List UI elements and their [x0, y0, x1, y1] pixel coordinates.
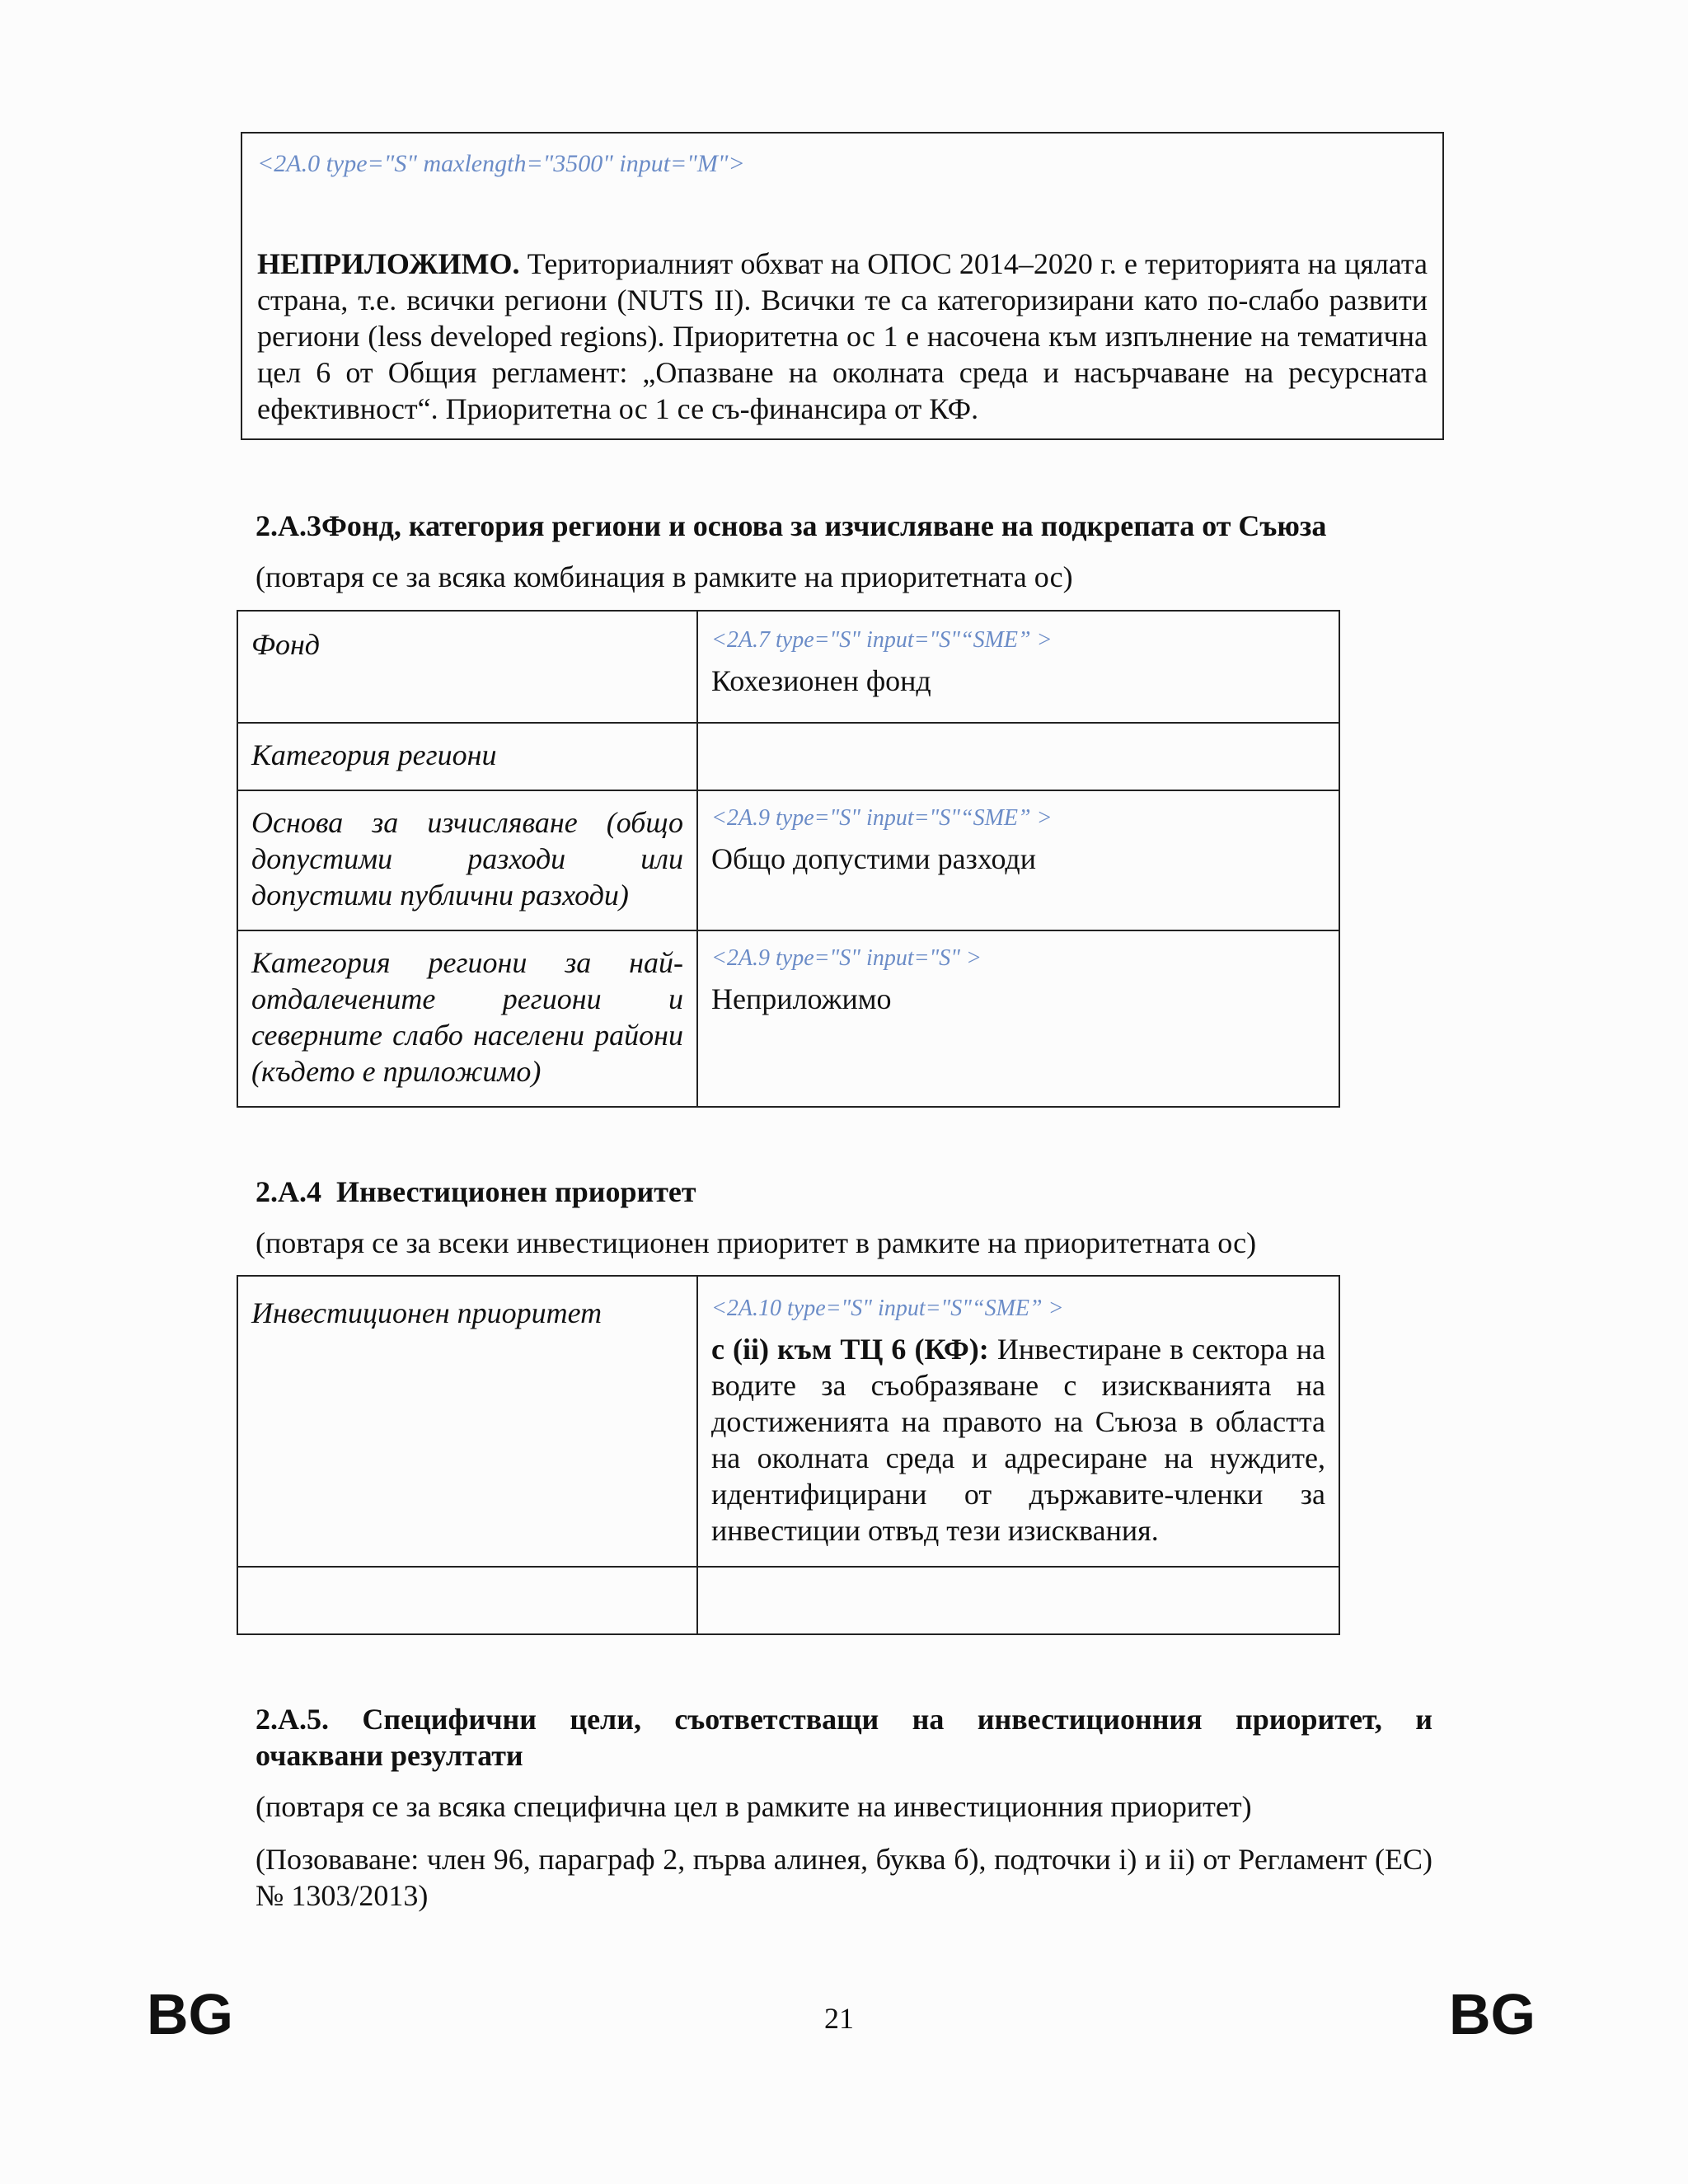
section-title-line1: Специфични цели, съответстващи на инвестиционния приоритет, и [362, 1703, 1432, 1736]
section-heading-2a3 [256, 508, 1326, 544]
language-mark-right: BG [1449, 1982, 1536, 2046]
row-label: Основа за изчисляване (общо допустими разходи или допустими публични разходи) [237, 790, 697, 930]
page-number: 21 [824, 2002, 854, 2035]
row-value: Общо допустими разходи [711, 842, 1037, 875]
section-note: (повтаря се за всяка специфична цел в рамките на инвестиционния приоритет) [256, 1790, 1252, 1823]
regulation-reference: (Позоваване: член 96, параграф 2, първа алинея, буква б), подточки i) и ii) от Регламент (ЕС) № 1303/2013) [256, 1843, 1433, 1912]
bold-lead: НЕПРИЛОЖИМО. [257, 247, 520, 280]
priority-text: Инвестиране в сектора на водите за съобразяване с изискванията на достиженията на правото на Съюза в областта на околната среда и адресиране на нуждите, идентифицирани от държавите-членки за инвестиции отвъд тези изисквания. [711, 1333, 1326, 1547]
table-row [237, 1276, 1339, 1567]
field-tag: <2A.7 type="S" input="S"“SME” > [711, 627, 1053, 653]
priority-code: c (ii) към ТЦ 6 (КФ): [711, 1333, 989, 1366]
language-mark-left: BG [147, 1982, 233, 2046]
section-number: 2.A.3 [256, 509, 321, 542]
section-note: (повтаря се за всеки инвестиционен приоритет в рамките на приоритетната ос) [256, 1226, 1257, 1259]
row-label: Категория региони [237, 723, 697, 790]
field-tag: <2A.0 type="S" maxlength="3500" input="M"> [257, 150, 745, 177]
field-tag: <2A.9 type="S" input="S" > [711, 945, 982, 971]
table-row [237, 611, 1339, 723]
row-value-cell [697, 611, 1339, 723]
field-tag: <2A.10 type="S" input="S"“SME” > [711, 1296, 1064, 1321]
section-heading-2a5 [256, 1701, 1432, 1774]
section-title-line2: очаквани резултати [256, 1739, 523, 1772]
empty-cell [697, 1567, 1339, 1634]
section-number: 2.A.4 [256, 1175, 321, 1208]
table-row [237, 723, 1339, 790]
row-value-cell [697, 930, 1339, 1107]
heading-line-1 [256, 1701, 1432, 1737]
fund-table [237, 610, 1340, 1108]
investment-priority-table [237, 1275, 1340, 1635]
row-value-cell [697, 1276, 1339, 1567]
empty-cell [237, 1567, 697, 1634]
box-text: Териториалният обхват на ОПОС 2014–2020 г. е територията на цялата страна, т.е. всички региони (NUTS II). Всички те са категоризирани като по-слабо развити региони (less developed regions). Приоритетна ос 1 е насочена към изпълнение на тематична цел 6 от Общия регламент: „Опазване на околната среда и насърчаване на ресурсната ефективност“. Приоритетна ос 1 се съ-финансира от КФ. [257, 247, 1428, 425]
row-label: Инвестиционен приоритет [237, 1276, 697, 1567]
section-number: 2.A.5. [256, 1703, 329, 1736]
section-heading-2a4 [256, 1174, 696, 1210]
table-row [237, 930, 1339, 1107]
row-label: Категория региони за най-отдалечените региони и северните слабо населени райони (където е приложимо) [237, 930, 697, 1107]
table-row [237, 1567, 1339, 1634]
section-title: Инвестиционен приоритет [336, 1175, 696, 1208]
table-row [237, 790, 1339, 930]
row-value-cell [697, 790, 1339, 930]
row-value: Неприложимо [711, 982, 892, 1015]
section-note: (повтаря се за всяка комбинация в рамките на приоритетната ос) [256, 560, 1073, 593]
row-value-cell [697, 723, 1339, 790]
row-value: Кохезионен фонд [711, 664, 931, 697]
section-title: Фонд, категория региони и основа за изчисляване на подкрепата от Съюза [321, 509, 1327, 542]
box-body [257, 246, 1428, 427]
field-tag: <2A.9 type="S" input="S"“SME” > [711, 805, 1053, 831]
text-box-2a0 [241, 132, 1444, 440]
row-label: Фонд [237, 611, 697, 723]
